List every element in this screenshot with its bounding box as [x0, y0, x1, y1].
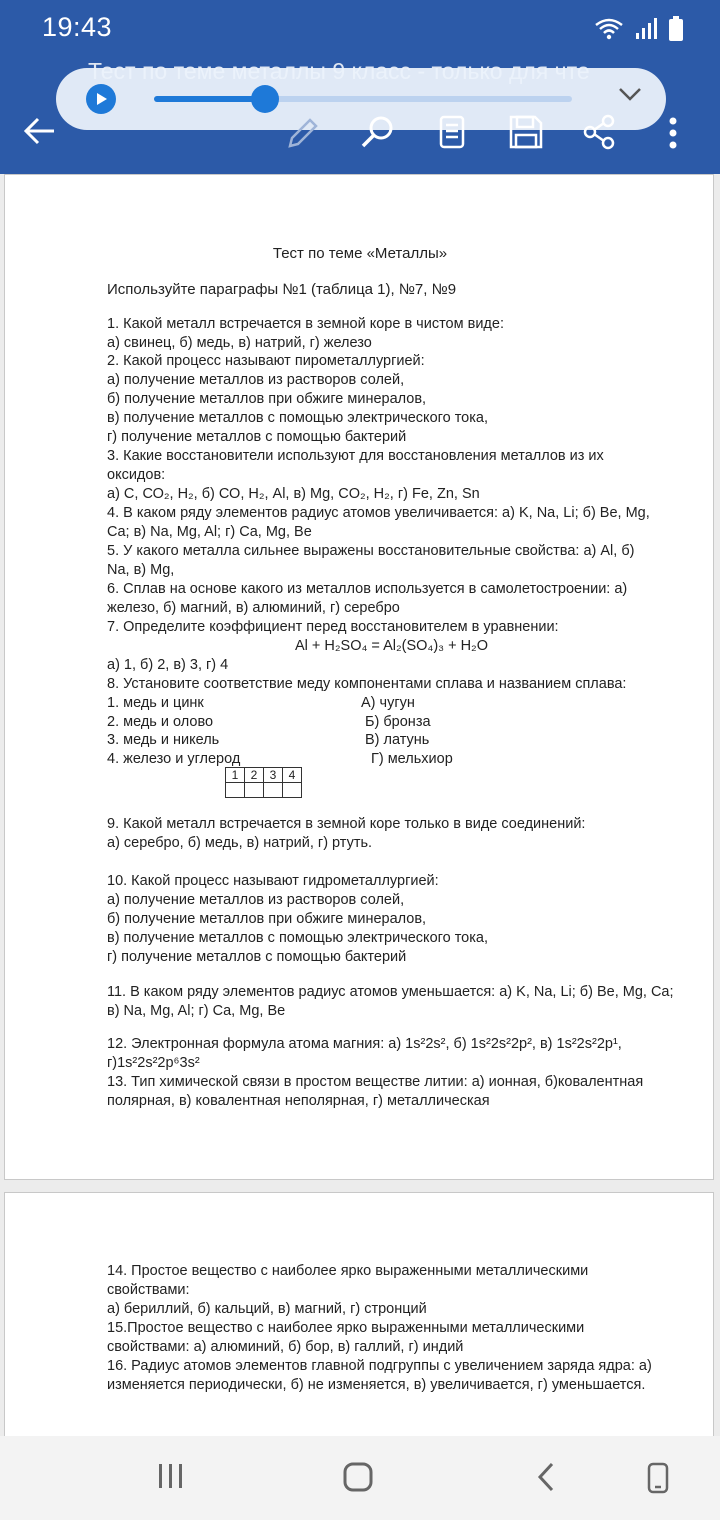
- q12-text: 12. Электронная формула атома магния: а) 1s²2s², б) 1s²2s²2p², в) 1s²2s²2p¹,: [107, 1036, 622, 1052]
- table-cell: [283, 783, 302, 798]
- home-icon: [342, 1462, 374, 1492]
- wifi-icon: [594, 17, 624, 41]
- battery-icon: [668, 16, 684, 42]
- q7-equation: Al + H₂SO₄ = Al₂(SO₄)₃ + H₂O: [295, 638, 488, 654]
- q12-text-cont: г)1s²2s²2p⁶3s²: [107, 1055, 200, 1071]
- q2-option-d: г) получение металлов с помощью бактерий: [107, 429, 407, 445]
- reader-icon: [438, 114, 466, 150]
- back-icon: [534, 1462, 558, 1492]
- q8-left-3: 3. медь и никель: [107, 732, 220, 748]
- document-page-1: [4, 174, 714, 1180]
- search-button[interactable]: [360, 114, 396, 155]
- more-icon: [666, 116, 680, 150]
- q3-text-cont: оксидов:: [107, 467, 166, 483]
- q9-options: а) серебро, б) медь, в) натрий, г) ртуть.: [107, 835, 373, 851]
- q10-option-a: а) получение металлов из растворов солей,: [107, 892, 405, 908]
- q9-text: 9. Какой металл встречается в земной коре только в виде соединений:: [107, 816, 586, 832]
- table-cell: 4: [283, 768, 302, 783]
- table-cell: 2: [245, 768, 264, 783]
- reader-mode-button[interactable]: [438, 114, 466, 155]
- recent-apps-button[interactable]: [156, 1462, 186, 1495]
- save-button[interactable]: [508, 114, 544, 155]
- q10-option-c: в) получение металлов с помощью электрического тока,: [107, 930, 488, 946]
- screen-rotate-button[interactable]: [646, 1462, 670, 1499]
- document-page-2: [4, 1192, 714, 1452]
- screen-rotate-icon: [646, 1462, 670, 1494]
- collapse-button[interactable]: [618, 86, 642, 107]
- q15-options: свойствами: а) алюминий, б) бор, в) галлий, г) индий: [107, 1339, 464, 1355]
- q1-text: 1. Какой металл встречается в земной коре в чистом виде:: [107, 316, 504, 332]
- share-button[interactable]: [582, 114, 616, 155]
- table-cell: 3: [264, 768, 283, 783]
- q8-left-2: 2. медь и олово: [107, 714, 214, 730]
- q11-text-cont: в) Na, Mg, Al; г) Ca, Mg, Be: [107, 1003, 286, 1019]
- q4-text-cont: Ca; в) Na, Mg, Al; г) Ca, Mg, Be: [107, 524, 312, 540]
- pencil-icon: [286, 116, 320, 150]
- q3-text: 3. Какие восстановители используют для восстановления металлов из их: [107, 448, 604, 464]
- app-bar: [0, 0, 720, 174]
- system-nav-bar: [0, 1436, 720, 1520]
- back-button[interactable]: [22, 116, 56, 151]
- more-options-button[interactable]: [666, 116, 680, 155]
- q2-option-b: б) получение металлов при обжиге минералов,: [107, 391, 427, 407]
- q5-text: 5. У какого металла сильнее выражены восстановительные свойства: а) Al, б): [107, 543, 635, 559]
- answer-table: [225, 767, 302, 798]
- instruction-text: Используйте параграфы №1 (таблица 1), №7, №9: [107, 281, 457, 298]
- audio-progress-track[interactable]: [154, 96, 572, 102]
- q10-option-b: б) получение металлов при обжиге минералов,: [107, 911, 427, 927]
- q2-option-c: в) получение металлов с помощью электрического тока,: [107, 410, 488, 426]
- search-icon: [360, 114, 396, 150]
- table-cell: [264, 783, 283, 798]
- q3-options: а) С, СО₂, Н₂, б) СО, Н₂, Al, в) Mg, CO₂, H₂, г) Fe, Zn, Sn: [107, 486, 480, 502]
- q8-text: 8. Установите соответствие меду компонентами сплава и названием сплава:: [107, 676, 627, 692]
- q13-text: 13. Тип химической связи в простом веществе литии: а) ионная, б)ковалентная: [107, 1074, 644, 1090]
- q16-text: 16. Радиус атомов элементов главной подгруппы с увеличением заряда ядра: а): [107, 1358, 652, 1374]
- q14-text-cont: свойствами:: [107, 1282, 190, 1298]
- q2-text: 2. Какой процесс называют пирометаллургией:: [107, 353, 425, 369]
- q10-option-d: г) получение металлов с помощью бактерий: [107, 949, 407, 965]
- q10-text: 10. Какой процесс называют гидрометаллургией:: [107, 873, 439, 889]
- share-icon: [582, 114, 616, 150]
- audio-progress-thumb[interactable]: [251, 85, 279, 113]
- q7-text: 7. Определите коэффициент перед восстановителем в уравнении:: [107, 619, 559, 635]
- q8-left-1: 1. медь и цинк: [107, 695, 204, 711]
- q1-options: а) свинец, б) медь, в) натрий, г) железо: [107, 335, 372, 351]
- q13-text-cont: полярная, в) ковалентная неполярная, г) металлическая: [107, 1093, 490, 1109]
- status-time: 19:43: [42, 12, 113, 42]
- play-button[interactable]: [86, 84, 116, 114]
- q14-options: а) бериллий, б) кальций, в) магний, г) стронций: [107, 1301, 427, 1317]
- q8-right-d: Г) мельхиор: [371, 751, 453, 767]
- q8-right-b: Б) бронза: [365, 714, 431, 730]
- recent-apps-icon: [156, 1462, 186, 1490]
- signal-icon: [634, 17, 658, 41]
- q16-options: изменяется периодически, б) не изменяется, в) увеличивается, г) уменьшается.: [107, 1377, 646, 1393]
- q15-text: 15.Простое вещество с наиболее ярко выраженными металлическими: [107, 1320, 585, 1336]
- table-cell: [245, 783, 264, 798]
- audio-progress-fill: [154, 96, 265, 102]
- table-cell: [226, 783, 245, 798]
- back-arrow-icon: [22, 116, 56, 146]
- home-button[interactable]: [342, 1462, 374, 1497]
- play-icon: [94, 92, 108, 106]
- q8-right-a: А) чугун: [361, 695, 415, 711]
- q14-text: 14. Простое вещество с наиболее ярко выраженными металлическими: [107, 1263, 589, 1279]
- table-cell: 1: [226, 768, 245, 783]
- table-row: [226, 783, 302, 798]
- back-nav-button[interactable]: [534, 1462, 558, 1497]
- q7-options: а) 1, б) 2, в) 3, г) 4: [107, 657, 229, 673]
- save-icon: [508, 114, 544, 150]
- q11-text: 11. В каком ряду элементов радиус атомов уменьшается: а) K, Na, Li; б) Be, Mg, Ca;: [107, 984, 674, 1000]
- page-title: Тест по теме «Металлы»: [272, 245, 448, 262]
- chevron-down-icon: [618, 86, 642, 102]
- q5-text-cont: Na, в) Mg,: [107, 562, 175, 578]
- q4-text: 4. В каком ряду элементов радиус атомов увеличивается: а) K, Na, Li; б) Be, Mg,: [107, 505, 650, 521]
- q8-right-c: В) латунь: [365, 732, 430, 748]
- table-row: [226, 768, 302, 783]
- q6-text: 6. Сплав на основе какого из металлов используется в самолетостроении: а): [107, 581, 628, 597]
- q6-text-cont: железо, б) магний, в) алюминий, г) серебро: [107, 600, 400, 616]
- edit-button[interactable]: [286, 116, 320, 155]
- q2-option-a: а) получение металлов из растворов солей,: [107, 372, 405, 388]
- q8-left-4: 4. железо и углерод: [107, 751, 241, 767]
- status-icons: [594, 14, 684, 44]
